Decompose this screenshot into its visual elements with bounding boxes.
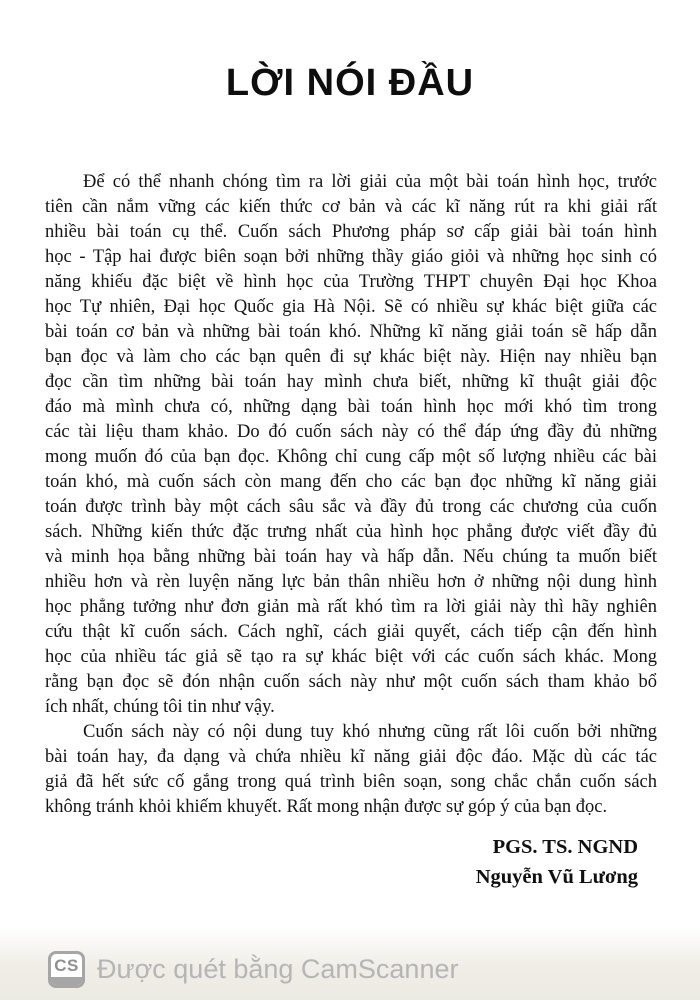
camscanner-watermark-text: Được quét bằng CamScanner bbox=[97, 954, 459, 984]
signature-block bbox=[476, 832, 638, 892]
text-line: rằng bạn đọc sẽ đón nhận cuốn sách này như một cuốn sách tham khảo bổ bbox=[45, 672, 657, 692]
camscanner-logo-icon bbox=[48, 951, 85, 988]
text-line: không tránh khỏi khiếm khuyết. Rất mong nhận được sự góp ý của bạn đọc. bbox=[45, 797, 608, 817]
text-line: toán được trình bày một cách sâu sắc và đầy đủ trong các chương của cuốn bbox=[45, 497, 657, 517]
text-line: các tài liệu tham khảo. Do đó cuốn sách này có thể đáp ứng đầy đủ những bbox=[45, 422, 657, 442]
page-title: LỜI NÓI ĐẦU bbox=[225, 62, 475, 104]
signature-title: PGS. TS. NGND bbox=[492, 836, 638, 858]
text-line: bài toán cơ bản và những bài toán khó. Những kĩ năng giải toán sẽ hấp dẫn bbox=[45, 322, 657, 342]
text-line: học phẳng tưởng như đơn giản mà rất khó tìm ra lời giải này thì hãy nghiên bbox=[45, 597, 657, 617]
text-line: Để có thể nhanh chóng tìm ra lời giải của một bài toán hình học, trước bbox=[83, 172, 657, 192]
text-line: toán khó, mà cuốn sách còn mang đến cho các bạn đọc những kĩ năng giải bbox=[45, 472, 657, 492]
text-line: cứu thật kĩ cuốn sách. Cách nghĩ, cách giải quyết, cách tiếp cận đến hình bbox=[45, 622, 657, 642]
signature-name: Nguyễn Vũ Lương bbox=[475, 866, 638, 888]
camscanner-logo-letters: CS bbox=[54, 955, 79, 975]
text-line: mong muốn đó của bạn đọc. Không chỉ cung cấp một số lượng nhiều các bài bbox=[45, 447, 657, 467]
text-line: ích nhất, chúng tôi tin như vậy. bbox=[45, 697, 275, 717]
text-line: và minh họa bằng những bài toán hay và hấp dẫn. Nếu chúng ta muốn biết bbox=[45, 547, 657, 567]
text-line: nhiều bài toán cụ thể. Cuốn sách Phương pháp sơ cấp giải bài toán hình bbox=[45, 222, 657, 242]
text-line: tiên cần nắm vững các kiến thức cơ bản và các kĩ năng rút ra khi giải rất bbox=[45, 197, 657, 217]
text-line: giả đã hết sức cố gắng trong quá trình biên soạn, song chắc chắn cuốn sách bbox=[45, 772, 657, 792]
text-line: bạn đọc và làm cho các bạn quên đi sự khác biệt này. Hiện nay nhiều bạn bbox=[45, 347, 657, 367]
text-line: học Tự nhiên, Đại học Quốc gia Hà Nội. Sẽ có nhiều sự khác biệt giữa các bbox=[45, 297, 657, 317]
text-line: nhiều hơn và rèn luyện năng lực bản thân nhiều hơn ở những nội dung hình bbox=[45, 572, 657, 592]
camscanner-watermark bbox=[48, 951, 458, 988]
text-line: năng khiếu đặc biệt về hình học của Trường THPT chuyên Đại học Khoa bbox=[45, 272, 657, 292]
text-line: đọc cần tìm những bài toán hay mình chưa biết, những kĩ thuật giải độc bbox=[45, 372, 657, 392]
text-line: sách. Những kiến thức đặc trưng nhất của hình học phẳng được viết đầy đủ bbox=[45, 522, 657, 542]
body-text bbox=[45, 170, 657, 820]
text-line: học - Tập hai được biên soạn bởi những thầy giáo giỏi và những học sinh có bbox=[45, 247, 657, 267]
camscanner-logo-bar bbox=[51, 977, 82, 985]
text-line: bài toán hay, đa dạng và chứa nhiều kĩ năng giải độc đáo. Mặc dù các tác bbox=[45, 747, 657, 767]
text-line: đáo mà mình chưa có, những dạng bài toán hình học mới khó tìm trong bbox=[45, 397, 657, 417]
text-line: Cuốn sách này có nội dung tuy khó nhưng cũng rất lôi cuốn bởi những bbox=[83, 722, 657, 742]
text-line: học của nhiều tác giả sẽ tạo ra sự khác biệt với các cuốn sách khác. Mong bbox=[45, 647, 657, 667]
